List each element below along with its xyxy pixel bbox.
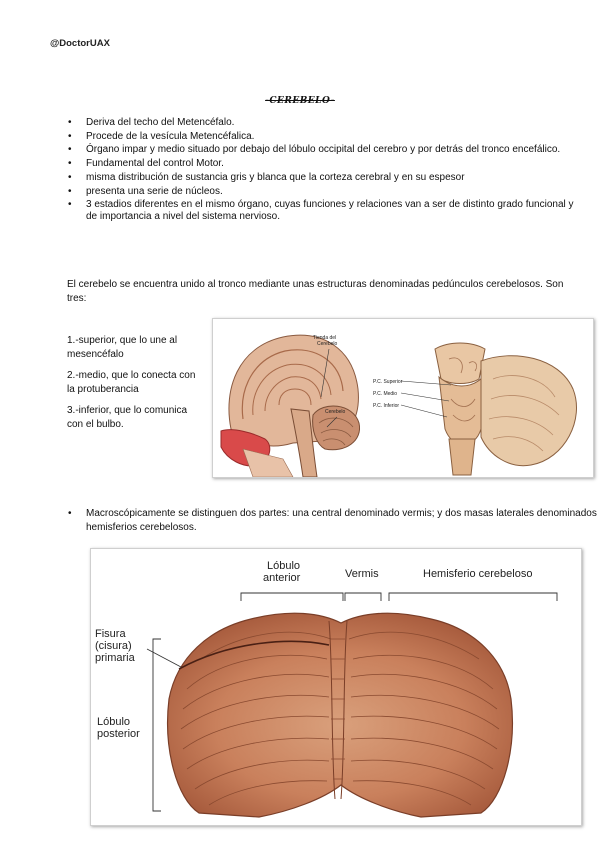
label-lobulo-anterior-2: anterior (263, 572, 301, 584)
list-item: • Deriva del techo del Metencéfalo. (68, 117, 578, 129)
features-list (68, 117, 578, 225)
page-title: -CEREBELO- (265, 96, 335, 106)
label-hemisferio: Hemisferio cerebeloso (423, 568, 533, 580)
label-vermis: Vermis (345, 568, 379, 580)
label-tienda-2: Cerebelo (317, 341, 338, 347)
peduncle-superior: 1.-superior, que lo une al mesencéfalo (67, 335, 178, 360)
list-item: • 3 estadios diferentes en el mismo órgano, cuyas funciones y relaciones van a ser de distinto grado funcional y de importancia a nivel del sistema nervioso. (68, 199, 578, 223)
label-tienda-1: Tienda del (313, 335, 337, 341)
list-item: • Órgano impar y medio situado por debajo del lóbulo occipital del cerebro y por detrás del tronco encefálico. (68, 144, 578, 156)
cerebellum-illustration (91, 549, 581, 825)
label-pc-superior: P.C. Superior (373, 379, 403, 385)
peduncle-medio: 2.-medio, que lo conecta con la protuberancia (67, 370, 196, 395)
label-fisura-1: Fisura (95, 628, 126, 640)
label-cerebelo: Cerebelo (325, 409, 346, 415)
label-lobulo-anterior-1: Lóbulo (267, 560, 301, 572)
list-item: • Fundamental del control Motor. (68, 158, 578, 170)
peduncle-inferior: 3.-inferior, que lo comunica con el bulbo. (67, 405, 188, 430)
intro-paragraph: El cerebelo se encuentra unido al tronco mediante unas estructuras denominadas pedúnculos cerebelosos. Son tres: (67, 279, 564, 304)
cerebellum-figure (90, 548, 582, 826)
label-lobulo-posterior-1: Lóbulo (97, 716, 131, 728)
label-pc-inferior: P.C. Inferior (373, 403, 400, 409)
peduncles-figure (212, 318, 594, 478)
label-pc-medio: P.C. Medio (373, 391, 398, 397)
label-lobulo-posterior-2: posterior (97, 728, 140, 740)
list-item: • presenta una serie de núcleos. (68, 186, 578, 198)
list-item: • misma distribución de sustancia gris y blanca que la corteza cerebral y en su espesor (68, 172, 578, 184)
label-fisura-3: primaria (95, 652, 135, 664)
label-fisura-2: (cisura) (95, 640, 132, 652)
author-header: @DoctorUAX (50, 38, 110, 49)
macro-bullet: • Macroscópicamente se distinguen dos partes: una central denominado vermis; y dos masas laterales denominados hemisferios cerebelosos. (68, 507, 598, 534)
list-item: • Procede de la vesícula Metencéfalica. (68, 131, 578, 143)
peduncles-illustration (213, 319, 593, 477)
